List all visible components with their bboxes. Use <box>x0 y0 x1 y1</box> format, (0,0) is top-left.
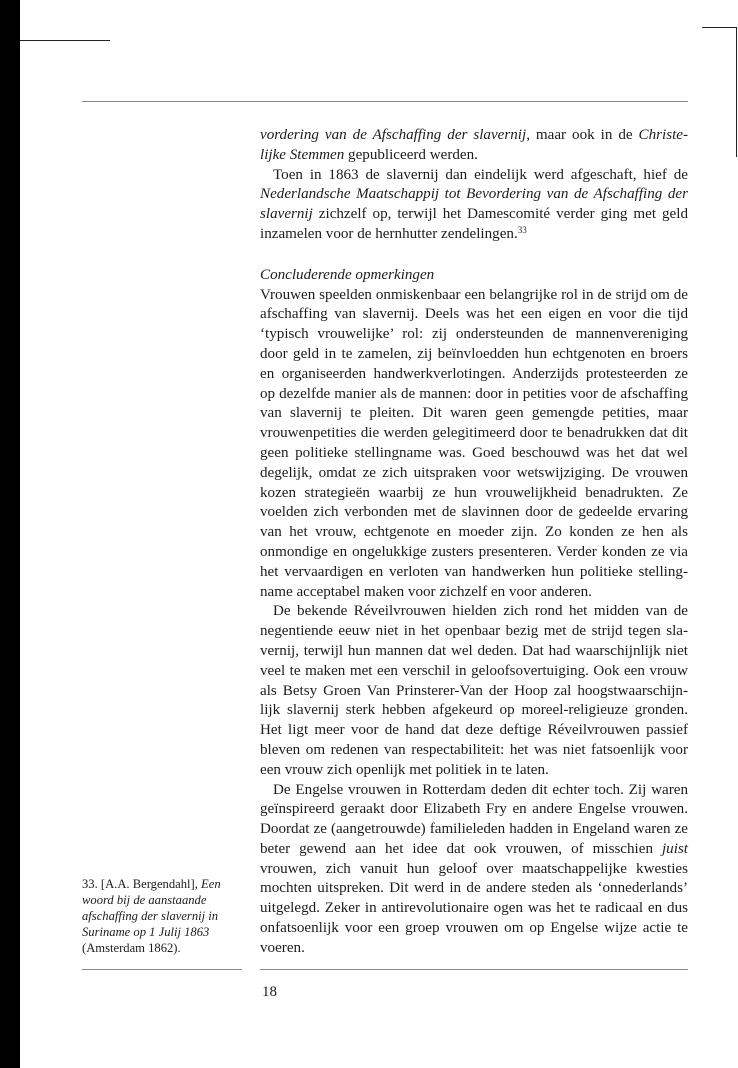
text-run: , maar ook in de <box>526 127 639 143</box>
top-rule <box>82 101 688 102</box>
main-text-column <box>260 126 688 959</box>
crop-mark-right-horizontal <box>702 27 736 28</box>
section-heading: Concluderende opmerkingen <box>260 266 435 283</box>
text-run: De Engelse vrouwen in Rotterdam deden dit echter toch. Zij waren geïnspireerd geraakt door Elizabeth Fry en andere Engelse vrouwen. Doordat ze (aangetrouwde) familieleden hadden in Engeland waren ze beter gewend aan het idee dat ook vrouwen, of misschien <box>260 781 688 857</box>
text-run: Toen in 1863 de slavernij dan eindelijk werd afgeschaft, hief de <box>273 166 688 183</box>
text-run: (Amsterdam 1862). <box>82 941 181 955</box>
italic-text: Een woord bij de aanstaande afschaffing der slavernij in Suriname op 1 Julij 1863 <box>82 877 221 939</box>
paragraph-1 <box>260 126 688 166</box>
text-run: vrouwen, zich vanuit hun geloof over maatschappelijke kwesties mochten uitspreken. Dit werd in de andere steden als ‘onnederlands’ uitgelegd. Zeker in antirevolutionaire ogen was het te radicaal en dus onfatsoenlijk voor een groep vrouwen om op Engelse wijze actie te voeren. <box>260 860 688 956</box>
page-number: 18 <box>262 984 277 1000</box>
text-run: Vrouwen speelden onmiskenbaar een belangrijke rol in de strijd om de afschaffing van slavernij. Deels was het een eigen en voor die tijd ‘typisch vrouwelijke’ rol: zij ondersteunden de mannenvereniging door geld in te zamelen, zij beïnvloedden hun echtgenoten en broers en organiseerden handwerkverlotingen. Anderzijds protesteerden ze op dezelfde manier als de mannen: door in petities voor de afschaffing van slavernij te pleiten. Dit waren geen gemengde petities, maar vrouwenpetities die werden gelegitimeerd door te benadrukken dat dit geen politieke stellingname was. Goed beschouwd was het dat wel degelijk, omdat ze zich uitspraken voor wetswijziging. De vrouwen kozen strategieën waarbij ze hun vrouwelijkheid benadrukten. Ze voelden zich verbonden met de slavinnen door de gedeelde ervaring van het vrouw, echtgenote en moeder zijn. Zo konden ze hen als onmondige en ongelukkige zusters presenteren. Verder konden ze via het vervaardigen en verloten van handwerken hun politieke stelling-name acceptabel maken voor zichzelf en voor anderen. <box>260 286 688 600</box>
italic-text: juist <box>661 840 688 857</box>
scan-edge-bar <box>0 0 20 1068</box>
text-run: 33. [A.A. Bergendahl], <box>82 877 202 891</box>
italic-text: Nederlandsche Maatschappij tot Bevordering van de Afschaffing der slavernij <box>260 186 688 223</box>
footnote-reference: 33 <box>517 224 527 235</box>
paragraph-3 <box>260 286 688 603</box>
paragraph-2 <box>260 166 688 245</box>
text-run: De bekende Réveilvrouwen hielden zich rond het midden van de negentiende eeuw niet in het openbaar bezig met de strijd tegen sla-vernij, terwijl hun mannen dat wel deden. Dat had waarschijnlijk niet veel te maken met een verschil in geloofsovertuiging. Ook een vrouw als Betsy Groen Van Prinsterer-Van der Hoop zal hoogstwaarschijn-lijk slavernij sterk hebben afgekeurd op moreel-religieuze gronden. Het ligt meer voor de hand dat deze deftige Réveilvrouwen passief bleven om redenen van respectabiliteit: het was niet fatsoenlijk voor een vrouw zich openlijk met politiek in te laten. <box>260 603 688 778</box>
paragraph-4 <box>260 602 688 780</box>
footnote-33 <box>82 876 240 956</box>
crop-mark-right-vertical <box>736 27 737 157</box>
italic-text: vordering van de Afschaffing der slavernij <box>260 127 527 143</box>
crop-mark-top <box>20 40 110 41</box>
text-run: zichzelf op, terwijl het Damescomité verder ging met geld inzamelen voor de hernhutter zendelingen. <box>260 206 688 242</box>
text-run: gepubliceerd werden. <box>344 146 478 163</box>
italic-text: Christe-lijke Stemmen <box>260 127 688 163</box>
bottom-rule-right <box>260 969 688 970</box>
bottom-rule-left <box>82 969 242 970</box>
paragraph-5 <box>260 781 688 959</box>
